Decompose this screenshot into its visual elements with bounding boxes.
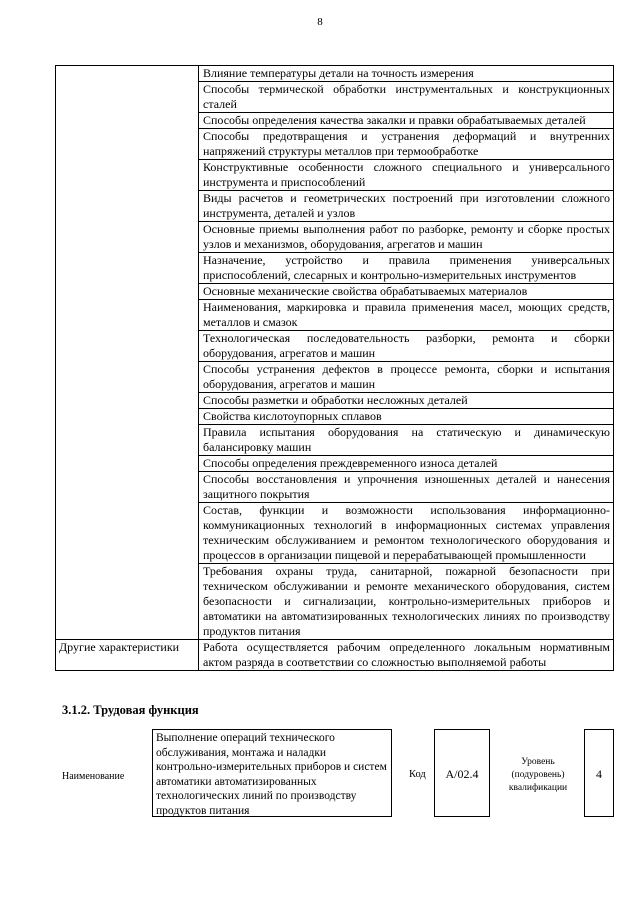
code-label: Код: [409, 769, 426, 780]
table-row-text: Наименования, маркировка и правила применения масел, моющих средств, металлов и смазок: [199, 300, 614, 331]
table-row-text: Способы предотвращения и устранения деформаций и внутренних напряжений структуры металлов при термообработке: [199, 129, 614, 160]
table-row-text: Технологическая последовательность разборки, ремонта и сборки оборудования, агрегатов и машин: [199, 331, 614, 362]
qualification-level-value: 4: [584, 729, 614, 817]
table-row-text: Способы устранения дефектов в процессе ремонта, сборки и испытания оборудования, агрегатов и машин: [199, 362, 614, 393]
table-row-label: [56, 66, 199, 640]
table-row-text: Способы определения качества закалки и правки обрабатываемых деталей: [199, 113, 614, 129]
name-label: Наименование: [62, 771, 125, 782]
table-row-text: Основные механические свойства обрабатываемых материалов: [199, 284, 614, 300]
qualification-level-label: Уровень (подуровень) квалификации: [508, 757, 568, 793]
table-row-text: Влияние температуры детали на точность измерения: [199, 66, 614, 82]
table-row-text: Виды расчетов и геометрических построений при изготовлении сложного инструмента, деталей и узлов: [199, 191, 614, 222]
table-row-text: Работа осуществляется рабочим определенного локальным нормативным актом разряда в соответствии со сложностью выполняемой работы: [199, 640, 614, 671]
table-row-text: Правила испытания оборудования на статическую и динамическую балансировку машин: [199, 425, 614, 456]
table-row-text: Требования охраны труда, санитарной, пожарной безопасности при техническом обслуживании и ремонте механического оборудования, систем безопасности и сигнализации, контрольно-измерительных приборов и автоматики на автоматизированных технологических линиях по производству продуктов питания: [199, 564, 614, 640]
requirements-table-body: [56, 66, 614, 671]
table-row-text: Конструктивные особенности сложного специального и универсального инструмента и приспособлений: [199, 160, 614, 191]
table-row-text: Способы термической обработки инструментальных и конструкционных сталей: [199, 82, 614, 113]
table-row: [56, 66, 614, 82]
page-number: 8: [317, 16, 323, 28]
function-code-value: A/02.4: [434, 729, 490, 817]
table-row-text: Способы определения преждевременного износа деталей: [199, 456, 614, 472]
function-name-value: Выполнение операций технического обслуживания, монтажа и наладки контрольно-измерительных приборов и систем автоматики автоматизированных технологических линий по производству продуктов питания: [152, 729, 392, 817]
table-row-text: Назначение, устройство и правила применения универсальных приспособлений, слесарных и контрольно-измерительных инструментов: [199, 253, 614, 284]
table-row-text: Способы восстановления и упрочнения изношенных деталей и нанесения защитного покрытия: [199, 472, 614, 503]
table-row-label: Другие характеристики: [56, 640, 199, 671]
table-row-text: Свойства кислотоупорных сплавов: [199, 409, 614, 425]
table-row-text: Основные приемы выполнения работ по разборке, ремонту и сборке простых узлов и механизмов, оборудования, агрегатов и машин: [199, 222, 614, 253]
table-row-text: Состав, функции и возможности использования информационно-коммуникационных технологий в информационных системах управления техническим обслуживанием и ремонтом технологического оборудования и процессов в организации пищевой и перерабатывающей промышленности: [199, 503, 614, 564]
table-row-text: Способы разметки и обработки несложных деталей: [199, 393, 614, 409]
section-title: 3.1.2. Трудовая функция: [62, 703, 199, 717]
table-row: [56, 640, 614, 671]
requirements-table: [55, 65, 614, 671]
